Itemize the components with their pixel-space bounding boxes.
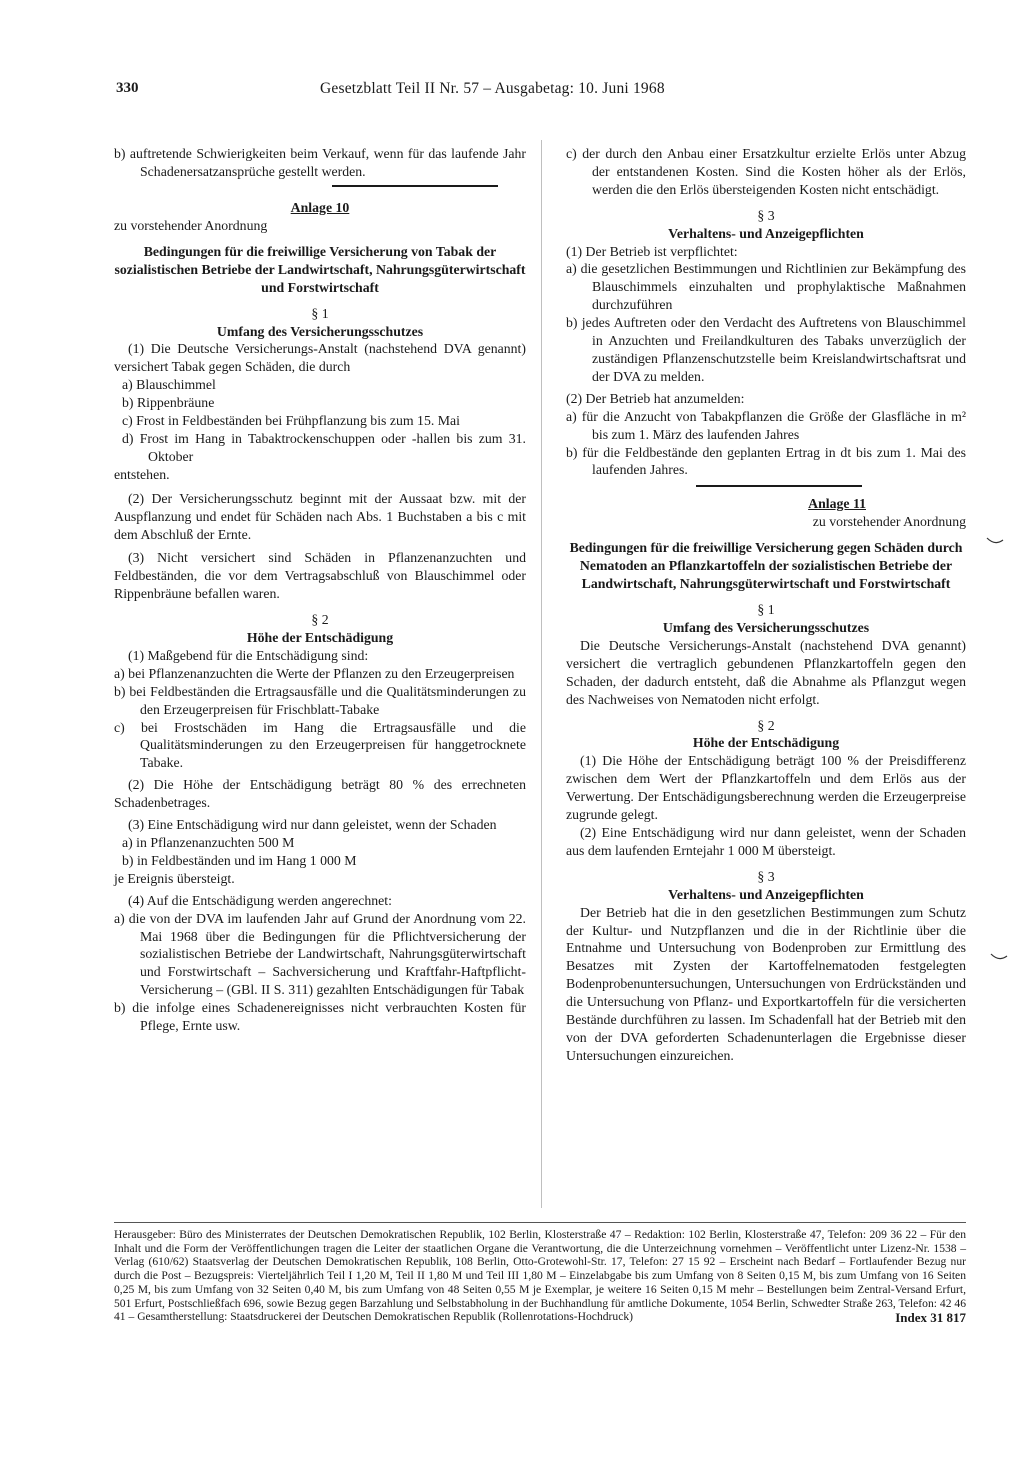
a10-s3-number: § 3 (757, 207, 775, 223)
a10-s3-p1: (1) Der Betrieb ist verpflichtet: (566, 243, 738, 259)
a10-s2-p3-end: je Ereignis übersteigt. (114, 870, 235, 886)
a10-s2-p4: (4) Auf die Entschädigung werden angerechnet: (128, 892, 392, 908)
page-number: 330 (116, 80, 139, 96)
a10-s2-p4a: a) die von der DVA im laufenden Jahr auf Grund der Anordnung vom 22. Mai 1968 über die Bedingungen für die Pflichtversicherung der sozialistischen Betriebe der Landwirtschaft, Nahrungsgüterwirtschaft und Forstwirtschaft – Sachversicherung und Kraftfahr-Haftpflicht-Versicherung – (GBl. II S. 311) gezahlten Entschädigungen für Tabak (114, 910, 526, 998)
a11-s2-p2: (2) Eine Entschädigung wird nur dann geleistet, wenn der Schaden aus dem laufenden Erntejahr 1 000 M übersteigt. (566, 825, 966, 858)
a10-s2-p1: (1) Maßgebend für die Entschädigung sind: (128, 647, 369, 663)
a10-s3-heading: Verhaltens- und Anzeigepflichten (668, 225, 864, 241)
a10-s2-p3a: a) in Pflanzenanzuchten 500 M (122, 835, 295, 850)
right-column (566, 145, 966, 1065)
right-c-item: c) der durch den Anbau einer Ersatzkultur erzielte Erlös unter Abzug der entstandenen Kosten. Sind die Kosten höher als der Erlös, werden die den Erlös übersteigenden Kosten nicht entschädigt. (566, 146, 966, 197)
a11-s1-number: § 1 (757, 602, 775, 618)
left-b-item: b) auftretende Schwierigkeiten beim Verkauf, wenn für das laufende Jahr Schadenersatzansprüche gestellt werden. (114, 146, 526, 179)
a10-s2-a: a) bei Pflanzenanzuchten die Werte der Pflanzen zu den Erzeugerpreisen (114, 665, 515, 681)
a10-s1-a: a) Blauschimmel (122, 377, 216, 393)
a11-s2-number: § 2 (757, 717, 775, 733)
a10-s3-2b: b) für die Feldbestände den geplanten Ertrag in dt bis zum 1. Mai des laufenden Jahres. (566, 444, 966, 478)
a10-s2-heading: Höhe der Entschädigung (246, 630, 394, 646)
a10-s1-b: b) Rippenbräune (122, 395, 215, 411)
a10-s2-c: c) bei Frostschäden im Hang die Ertragsausfälle und die Qualitätsminderungen zu den Erzeugerpreisen für hanggetrocknete Tabake. (114, 719, 526, 771)
column-divider (541, 140, 542, 1208)
section-rule (696, 485, 862, 487)
anlage-11-label: Anlage 11 (808, 496, 866, 512)
a10-s1-p2: (2) Der Versicherungsschutz beginnt mit der Aussaat bzw. mit der Auspflanzung und endet für Schäden nach Abs. 1 Buchstaben a bis c mit dem Abschluß der Ernte. (114, 490, 526, 542)
a11-s3-number: § 3 (757, 868, 775, 884)
a10-s1-heading: Umfang des Versicherungsschutzes (216, 323, 424, 339)
a11-s3-heading: Verhaltens- und Anzeigepflichten (668, 886, 864, 902)
a10-s2-p2: (2) Die Höhe der Entschädigung beträgt 80 % des errechneten Schadenbetrages. (114, 777, 526, 811)
a11-s2-p1: (1) Die Höhe der Entschädigung beträgt 100 % der Preisdifferenz zwischen dem Wert der Pflanzkartoffeln und dem Erlös aus der Verwertung. Der Entschädigungsberechnung werden die Erzeugerpreise zugrunde gelegt. (566, 753, 966, 823)
section-rule (332, 185, 498, 187)
anlage-10-title: Bedingungen für die freiwillige Versicherung von Tabak der sozialistischen Betriebe der Landwirtschaft, Nahrungsgüterwirtschaft und Forstwirtschaft (114, 243, 526, 295)
a11-s1-heading: Umfang des Versicherungsschutzes (662, 620, 870, 636)
a10-s1-d: d) Frost im Hang in Tabaktrockenschuppen oder -hallen bis zum 31. Oktober (122, 430, 526, 464)
a10-s2-p3: (3) Eine Entschädigung wird nur dann geleistet, wenn der Schaden (128, 817, 497, 833)
anlage-10-sub: zu vorstehender Anordnung (114, 217, 268, 233)
a10-s2-number: § 2 (311, 612, 329, 628)
a10-s3-p2: (2) Der Betrieb hat anzumelden: (566, 390, 745, 406)
a10-s1-c: c) Frost in Feldbeständen bei Frühpflanzung bis zum 15. Mai (122, 413, 460, 429)
a11-s3-text: Der Betrieb hat die in den gesetzlichen Bestimmungen zum Schutz der Kultur- und Nutzpflanzen und die in der Richtlinie über die Entnahme und Untersuchung von Bodenproben zur Ermittlung des Besatzes mit Zysten der Kartoffelnematoden festgelegten Bodenprobenuntersuchungen, Untersuchungen von Erdrückständen und die Untersuchung von Pflanz- und Exportkartoffeln für die versicherten Bestände durchführen zu lassen. Im Schadenfall hat der Betrieb mit den von der DVA geforderten Schadenunterlagen die Ergebnisse dieser Untersuchungen einzureichen. (566, 904, 966, 1063)
imprint-footer (114, 1228, 966, 1325)
a10-s3-a: a) die gesetzlichen Bestimmungen und Richtlinien zur Bekämpfung des Blauschimmels einzuhalten und prophylaktische Maßnahmen durchzuführen (566, 261, 966, 313)
anlage-10-label: Anlage 10 (290, 199, 350, 215)
a10-s1-number: § 1 (311, 305, 329, 321)
a10-s2-p4b: b) die infolge eines Schadenereignisses nicht verbrauchten Kosten für Pflege, Ernte usw. (114, 1000, 526, 1034)
index-number: Index 31 817 (895, 1309, 966, 1325)
a11-s2-heading: Höhe der Entschädigung (692, 735, 840, 751)
a11-s1-text: Die Deutsche Versicherungs-Anstalt (nachstehend DVA genannt) versichert die vertraglich gebundenen Pflanzkartoffeln gegen den Schaden, der dadurch entsteht, daß die Abnahme als Pflanzgut wegen des Nachweises von Nematoden nicht erfolgt. (566, 637, 966, 707)
a10-s1-p1: (1) Die Deutsche Versicherungs-Anstalt (nachstehend DVA genannt) versichert Tabak gegen Schäden, die durch (114, 341, 526, 375)
page-header (116, 80, 966, 102)
margin-mark-icon (986, 536, 1004, 546)
margin-mark-icon (990, 952, 1008, 962)
left-column (114, 145, 526, 1035)
a10-s1-end: entstehen. (114, 466, 170, 482)
anlage-11-sub: zu vorstehender Anordnung (812, 514, 966, 530)
anlage-11-title: Bedingungen für die freiwillige Versicherung gegen Schäden durch Nematoden an Pflanzkartoffeln der sozialistischen Betriebe der Landwirtschaft, Nahrungsgüterwirtschaft und Forstwirtschaft (569, 540, 963, 592)
imprint-text: Herausgeber: Büro des Ministerrates der Deutschen Demokratischen Republik, 102 Berlin, Klosterstraße 47 – Redaktion: 102 Berlin, Klosterstraße 47, Telefon: 209 36 22 – Für den Inhalt und die Form der Veröffentlichungen tragen die Leiter der staatlichen Organe die Verantwortung, die die Unterzeichnung vornehmen – Veröffentlicht unter Lizenz-Nr. 1538 – Verlag (610/62) Staatsverlag der Deutschen Demokratischen Republik, 108 Berlin, Otto-Grotewohl-Str. 17, Telefon: 27 15 92 – Erscheint nach Bedarf – Fortlaufender Bezug nur durch die Post – Bezugspreis: Vierteljährlich Teil I 1,20 M, Teil II 1,80 M und Teil III 1,80 M – Einzelabgabe bis zum Umfang von 8 Seiten 0,15 M, bis zum Umfang von 16 Seiten 0,25 M, bis zum Umfang von 32 Seiten 0,40 M, bis zum Umfang von 48 Seiten 0,55 M je Exemplar, je weitere 16 Seiten 0,15 M mehr – Bestellungen beim Zentral-Versand Erfurt, 501 Erfurt, Postschließfach 696, sowie Bezug gegen Barzahlung und Selbstabholung in der Buchhandlung für amtliche Dokumente, 1054 Berlin, Schwedter Straße 263, Telefon: 42 46 41 – Gesamtherstellung: Staatsdruckerei der Deutschen Demokratischen Republik (Rollenrotations-Hochdruck) (114, 1228, 966, 1324)
gazette-title: Gesetzblatt Teil II Nr. 57 – Ausgabetag: 10. Juni 1968 (320, 80, 665, 97)
a10-s2-b: b) bei Feldbeständen die Ertragsausfälle und die Qualitätsminderungen zu den Erzeugerpreisen für Frischblatt-Tabake (114, 683, 526, 717)
a10-s3-2a: a) für die Anzucht von Tabakpflanzen die Größe der Glasfläche in m² bis zum 1. März des laufenden Jahres (566, 408, 966, 442)
a10-s3-b: b) jedes Auftreten oder den Verdacht des Auftretens von Blauschimmel in Anzuchten und Freilandkulturen des Tabaks unverzüglich der zuständigen Pflanzenschutzstelle beim Kreislandwirtschaftsrat und der DVA zu melden. (566, 315, 966, 384)
a10-s1-p3: (3) Nicht versichert sind Schäden in Pflanzenanzuchten und Feldbeständen, die vor dem Vertragsabschluß von Blauschimmel oder Rippenbräune befallen waren. (114, 550, 526, 602)
footer-rule (114, 1222, 966, 1223)
a10-s2-p3b: b) in Feldbeständen und im Hang 1 000 M (122, 852, 357, 868)
